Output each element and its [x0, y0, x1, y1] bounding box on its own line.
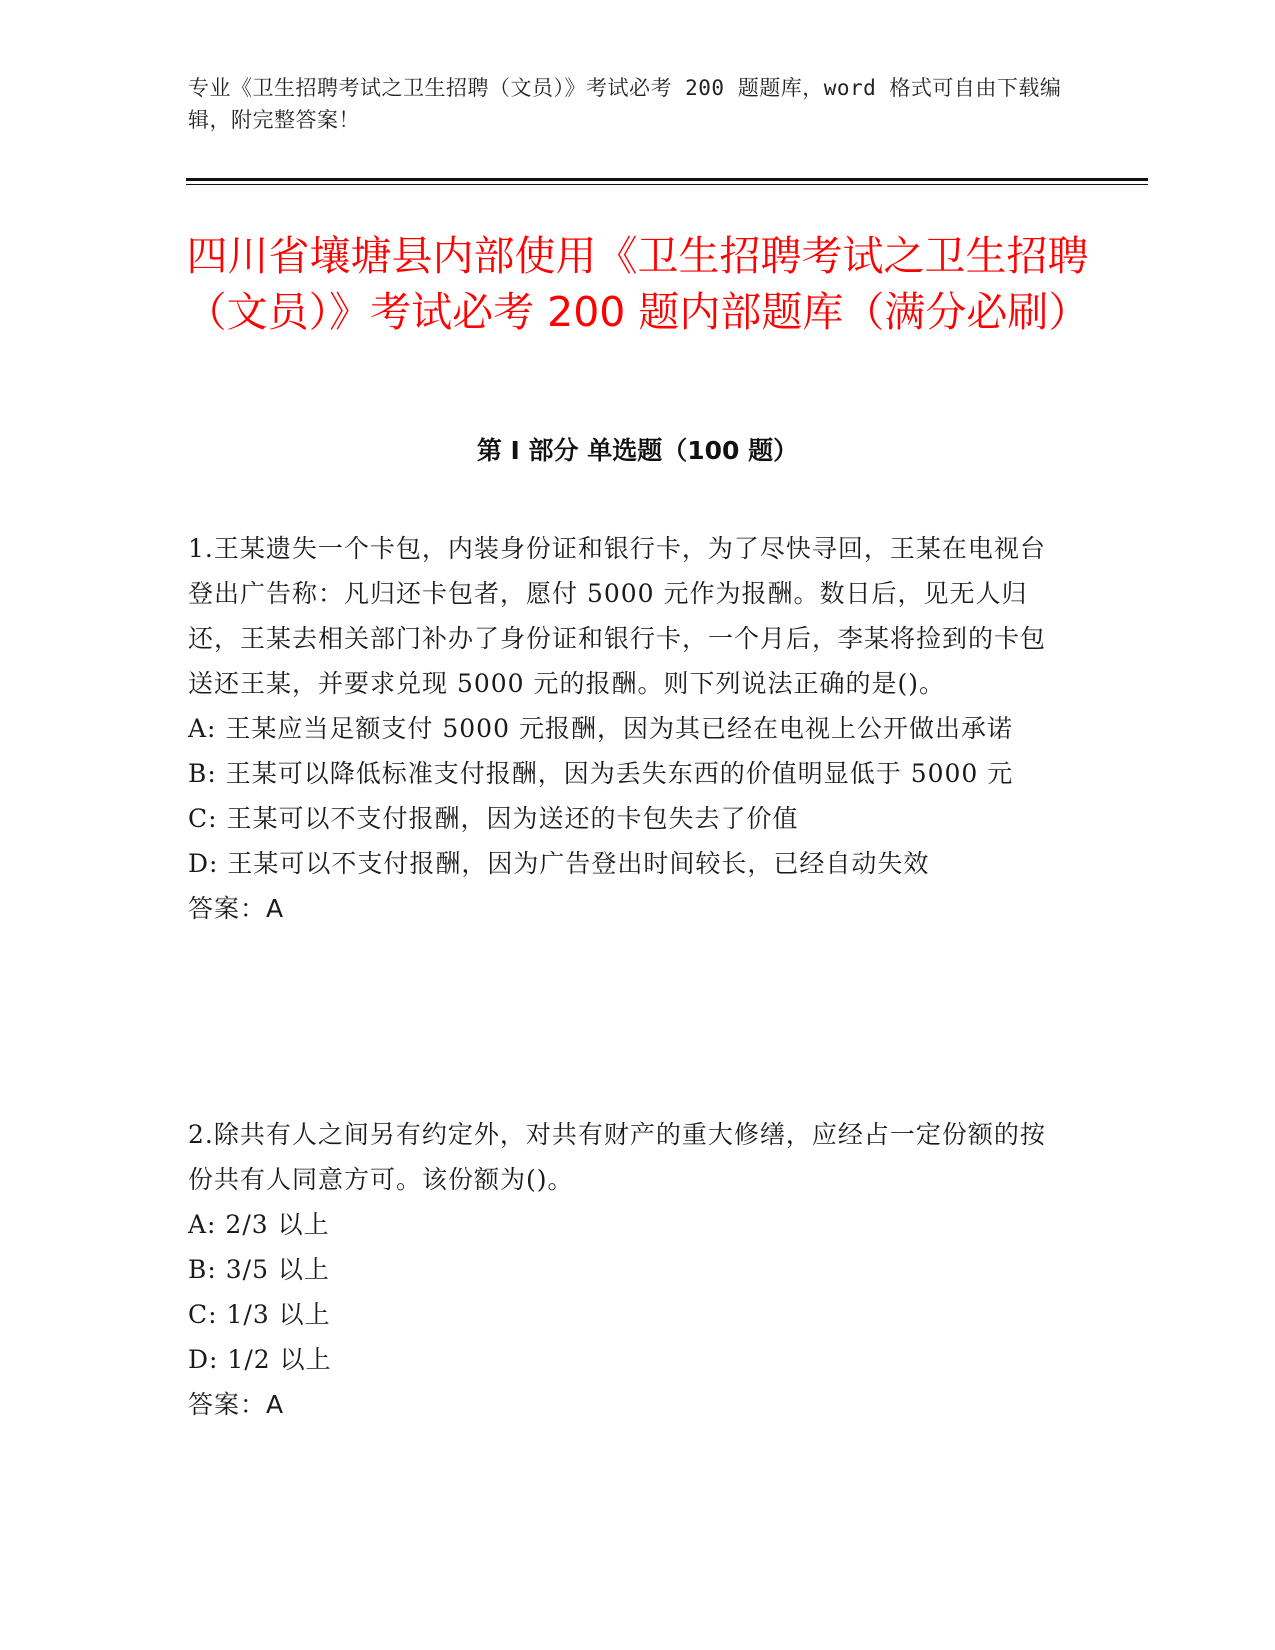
answer: 答案：A [188, 1390, 285, 1419]
option-a: A: 王某应当足额支付 5000 元报酬，因为其已经在电视上公开做出承诺 [188, 714, 1013, 743]
option-d: D: 1/2 以上 [188, 1345, 332, 1374]
header-note: 专业《卫生招聘考试之卫生招聘（文员）》考试必考 200 题题库，word 格式可自由下载编辑，附完整答案！ [188, 76, 1062, 132]
option-d: D: 王某可以不支付报酬，因为广告登出时间较长，已经自动失效 [188, 849, 930, 878]
option-b: B: 王某可以降低标准支付报酬，因为丢失东西的价值明显低于 5000 元 [188, 759, 1014, 788]
option-a: A: 2/3 以上 [188, 1210, 330, 1239]
question-1 [188, 526, 1068, 931]
option-b: B: 3/5 以上 [188, 1255, 330, 1284]
question-stem: 2.除共有人之间另有约定外，对共有财产的重大修缮，应经占一定份额的按份共有人同意方可。该份额为()。 [188, 1120, 1046, 1194]
option-c: C: 1/3 以上 [188, 1300, 331, 1329]
header-divider-thin [186, 184, 1148, 185]
option-c: C: 王某可以不支付报酬，因为送还的卡包失去了价值 [188, 804, 799, 833]
section-heading: 第 I 部分 单选题（100 题） [476, 436, 799, 465]
document-title: 四川省壤塘县内部使用《卫生招聘考试之卫生招聘（文员）》考试必考 200 题内部题库（满分必刷） [185, 232, 1090, 336]
header-divider-thick [186, 178, 1148, 181]
answer: 答案：A [188, 894, 285, 923]
question-2 [188, 1112, 1068, 1427]
question-stem: 1.王某遗失一个卡包，内装身份证和银行卡，为了尽快寻回，王某在电视台登出广告称：凡归还卡包者，愿付 5000 元作为报酬。数日后，见无人归还，王某去相关部门补办了身份证和银行卡，一个月后，李某将捡到的卡包送还王某，并要求兑现 5000 元的报酬。则下列说法正确的是()。 [188, 534, 1047, 698]
